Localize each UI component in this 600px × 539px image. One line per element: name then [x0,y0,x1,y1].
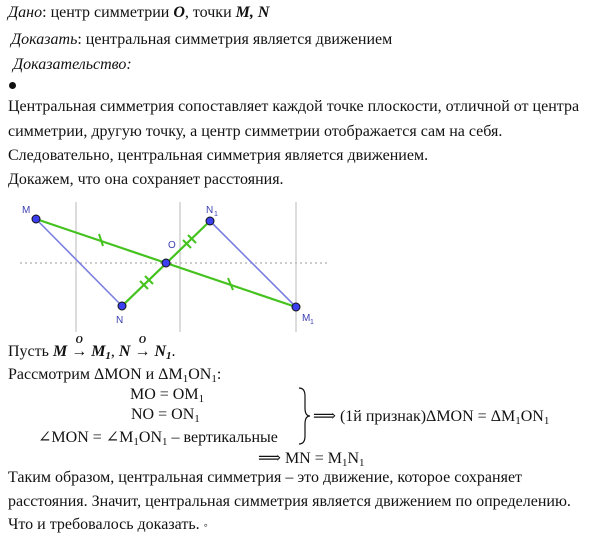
eq3-text: ∠MON = ∠M [38,429,134,446]
eq-angles [38,427,278,448]
point-M1 [292,303,300,311]
given-O: O [173,4,185,21]
given-points: M, N [235,4,270,21]
eq1-text: MO = OM [130,386,199,403]
result2-rest: N [347,450,360,467]
label-N1-sub: 1 [214,211,218,218]
result2-sub: 1 [341,457,348,469]
label-N1: N [206,205,214,216]
result-MN [258,448,365,469]
given-text: : центр симметрии [42,4,174,21]
conclusion-line-2: расстояния. Значит, центральная симметрия является движением по определению. [8,493,571,510]
arrow-2-over: O [138,335,147,346]
consider-colon: : [216,366,222,383]
point-N1 [206,217,214,225]
consider-line [8,366,221,388]
consider-rest: ON [188,366,212,383]
let-N1: N [154,343,167,360]
proof-label: Доказательство: [13,56,132,73]
bullet-icon [9,82,16,89]
eq1-sub: 1 [198,393,205,405]
let-N: N [118,343,131,360]
eq3-rest: ON [138,429,163,446]
prove-text: : центральная симметрия является движением [77,31,393,48]
result-triangles [313,406,549,427]
let-comma: , [110,343,119,360]
arrow-1-glyph: → [71,343,88,360]
given-mid: , точки [184,4,236,21]
point-O [162,259,170,267]
result1-sub: 1 [515,415,521,427]
segment-MN [36,219,122,306]
eq2-sub: 1 [194,413,200,425]
segment-N1M1 [210,221,296,307]
point-N [118,302,126,310]
consider-sub2: 1 [211,373,217,385]
conclusion-line-1: Таким образом, центральная симметрия – это движение, которое сохраняет [8,469,523,486]
consider-text: Рассмотрим ΔMON и ΔM [8,366,183,383]
result1-sub2: 1 [543,415,550,427]
conclusion-text-3: Что и требовалось доказать. [8,516,200,533]
para1-line-2: симметрии, другую точку, а центр симметрии отображается сам на себя. [8,123,503,140]
eq-MO-OM1 [130,386,204,405]
label-N: N [116,315,124,326]
let-M1-sub: 1 [105,350,111,362]
para1-line-4: Докажем, что она сохраняет расстояния. [8,171,284,188]
arrow-1 [71,335,88,361]
label-M1: M [302,313,311,324]
eq2-text: NO = ON [131,406,195,423]
qed-icon: ◦ [203,518,208,532]
label-M1-sub: 1 [310,319,314,326]
symmetry-figure [0,192,600,342]
conclusion-line-3 [8,516,208,534]
consider-sub: 1 [182,373,189,385]
label-M: M [22,205,31,216]
result2-sub2: 1 [359,457,365,469]
eq-NO-ON1 [131,406,200,425]
para1-line-1: Центральная симметрия сопоставляет каждой точке плоскости, отличной от центра [8,98,580,115]
let-line [8,335,176,365]
para1-line-3: Следовательно, центральная симметрия является движением. [8,147,429,164]
label-O: O [168,240,176,251]
eq3-tail: – вертикальные [167,429,278,446]
given-line [8,4,269,22]
prove-line [11,31,392,49]
arrow-2-glyph: → [134,343,151,360]
let-M1: M [91,343,106,360]
arrow-1-over: O [75,335,83,346]
result1-rest: ON [520,408,544,425]
result2-text: ⟹ MN = M [258,450,342,467]
given-label: Дано [8,4,43,21]
arrow-2 [134,335,151,361]
let-prefix: Пусть [8,343,53,360]
point-M [32,215,40,223]
result1-text: ⟹ (1й признак)ΔMON = ΔM [313,408,516,425]
let-N1-sub: 1 [166,350,172,362]
right-brace-icon [297,386,311,446]
let-M: M [52,343,68,360]
let-end: . [171,343,176,360]
eq3-sub2: 1 [162,436,168,448]
eq3-sub: 1 [133,436,139,448]
prove-label: Доказать [11,31,78,48]
